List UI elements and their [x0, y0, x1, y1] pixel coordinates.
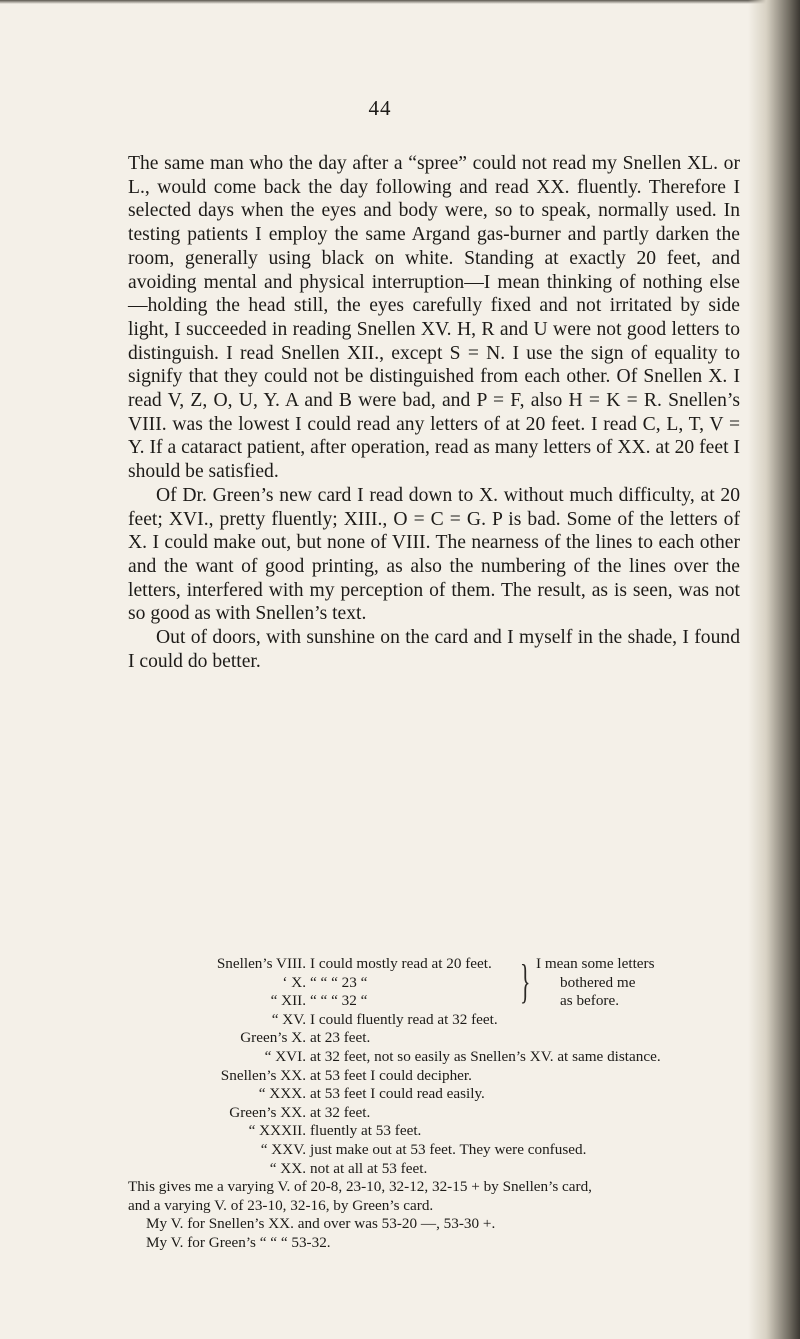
page-number: 44 — [368, 96, 392, 120]
card-label: “ XII. — [270, 992, 306, 1010]
table-row — [128, 1067, 740, 1086]
card-label: Snellen’s VIII. — [216, 955, 306, 972]
result-text: I could mostly read at 20 feet. — [310, 955, 492, 972]
book-spine-shadow — [748, 0, 800, 1339]
result-text: at 32 feet, not so easily as Snellen’s XV. at same distance. — [310, 1047, 661, 1065]
table-row — [128, 1122, 740, 1141]
summary-line: This gives me a varying V. of 20-8, 23-10, 32-12, 32-15 + by Snellen’s card, — [128, 1178, 592, 1196]
result-text: at 53 feet I could read easily. — [310, 1085, 485, 1103]
result-text: at 53 feet I could decipher. — [310, 1066, 472, 1084]
card-label: Green’s XX. — [229, 1103, 306, 1121]
result-text: I could fluently read at 32 feet. — [310, 1010, 498, 1028]
page-top-edge — [0, 0, 800, 4]
card-label: “ XX. — [269, 1159, 306, 1177]
card-label: “ XXX. — [258, 1085, 306, 1103]
table-row — [128, 1048, 740, 1067]
card-label: “ XXV. — [260, 1140, 306, 1158]
braced-rows — [128, 955, 740, 1011]
table-row — [128, 1085, 740, 1104]
result-text: not at all at 53 feet. — [310, 1159, 428, 1177]
result-text: at 23 feet. — [310, 1029, 371, 1047]
table-row — [128, 1104, 740, 1123]
table-row — [128, 1160, 740, 1179]
card-label: “ XXXII. — [248, 1122, 306, 1140]
right-brace: } — [520, 955, 531, 1008]
table-row — [128, 1141, 740, 1160]
result-text: at 32 feet. — [310, 1103, 371, 1121]
paragraph-2: Of Dr. Green’s new card I read down to X. without much difficulty, at 20 feet; XVI., pretty fluently; XIII., O = C = G. P is bad. Some of the letters of X. I could make out, but none of VIII. The nearness of the lines to each other and the want of good printing, as also the numbering of the lines over the letters, interfered with my perception of them. The result, as is seen, was not so good as with Snellen’s text. — [128, 484, 740, 625]
summary-line: My V. for Snellen’s XX. and over was 53-20 —, 53-30 +. — [146, 1215, 496, 1233]
paragraph-3: Out of doors, with sunshine on the card and I myself in the shade, I found I could do better. — [128, 627, 740, 672]
body-text — [128, 152, 740, 673]
card-label: “ XVI. — [264, 1047, 306, 1065]
result-text: just make out at 53 feet. They were confused. — [310, 1140, 587, 1158]
card-label: Snellen’s XX. — [220, 1066, 306, 1084]
brace-note-line: as before. — [560, 992, 620, 1010]
result-text: “ “ “ 32 “ — [310, 992, 368, 1010]
table-row — [128, 1011, 740, 1030]
result-text: “ “ “ 23 “ — [310, 973, 368, 991]
card-label: ‘ X. — [282, 973, 306, 991]
summary-line: and a varying V. of 23-10, 32-16, by Green’s card. — [128, 1196, 434, 1214]
result-text: fluently at 53 feet. — [310, 1122, 422, 1140]
brace-note-line: bothered me — [560, 973, 636, 991]
brace-note-line: I mean some letters — [536, 955, 655, 972]
card-label: Green’s X. — [240, 1029, 306, 1047]
summary-line: My V. for Green’s “ “ “ 53-32. — [146, 1233, 331, 1251]
card-label: “ XV. — [271, 1010, 306, 1028]
table-row — [128, 1029, 740, 1048]
paragraph-1: The same man who the day after a “spree” could not read my Snellen XL. or L., would come back the day following and read XX. fluently. Therefore I selected days when the eyes and body were, so to speak, normally used. In testing patients I employ the same Argand gas-burner and partly darken the room, generally using black on white. Standing at exactly 20 feet, and avoiding mental and physical interruption—I mean thinking of nothing else—holding the head still, the eyes carefully fixed and not irritated by side light, I succeeded in reading Snellen XV. H, R and U were not good letters to distinguish. I read Snellen XII., except S = N. I use the sign of equality to signify that they could not be distinguished from each other. Of Snellen X. I read V, Z, O, U, Y. A and B were bad, and P = F, also H = K = R. Snellen’s VIII. was the lowest I could read any letters of at 20 feet. I read C, L, T, V = Y. If a cataract patient, after operation, read as many letters of XX. at 20 feet I should be satisfied. — [128, 153, 740, 483]
brace-note — [536, 955, 655, 1011]
vision-test-table — [128, 955, 740, 1253]
